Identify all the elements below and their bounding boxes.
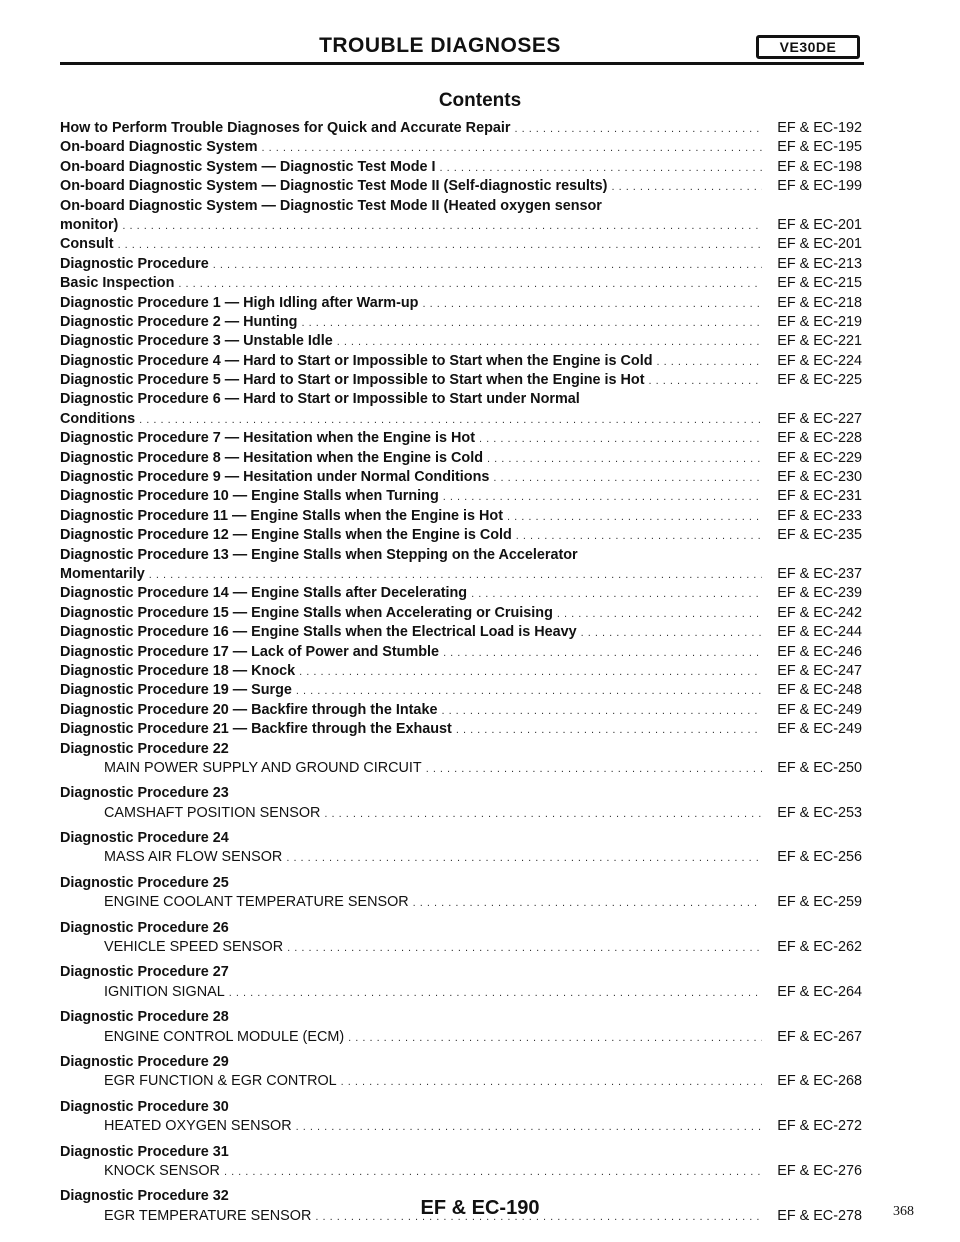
toc-heading: Diagnostic Procedure 32 [60,1188,229,1205]
dot-leader [649,372,762,391]
toc-entry[interactable] [60,371,862,390]
toc-page-reference: EF & EC-227 [777,410,862,427]
toc-page-reference: EF & EC-249 [777,721,862,738]
toc-entry-label: Basic Inspection [60,275,175,292]
toc-entry[interactable] [60,720,862,739]
toc-entry[interactable] [60,255,862,274]
dot-leader [516,527,762,546]
toc-page-reference: EF & EC-256 [777,849,862,866]
dot-leader [324,805,762,824]
dot-leader [296,1118,762,1137]
toc-entry-label: Diagnostic Procedure 11 — Engine Stalls when the Engine is Hot [60,507,504,524]
toc-page-reference: EF & EC-262 [777,939,862,956]
dot-leader [178,275,762,294]
toc-entry[interactable] [60,526,862,545]
toc-entry-label: Conditions [60,410,136,427]
dot-leader [139,411,762,430]
toc-heading: Diagnostic Procedure 27 [60,964,229,981]
dot-leader [422,295,762,314]
toc-entry-label: Diagnostic Procedure 10 — Engine Stalls when Turning [60,488,439,505]
toc-page-reference: EF & EC-195 [777,139,862,156]
toc-page-reference: EF & EC-235 [777,527,862,544]
table-of-contents [60,119,862,1226]
dot-leader [514,120,762,139]
dot-leader [337,333,762,352]
toc-entry-label: ENGINE CONTROL MODULE (ECM) [104,1028,345,1045]
toc-entry-label: Diagnostic Procedure 14 — Engine Stalls after Decelerating [60,585,468,602]
toc-entry[interactable] [60,893,862,912]
toc-heading: Diagnostic Procedure 22 [60,740,229,757]
toc-heading: On-board Diagnostic System — Diagnostic Test Mode II (Heated oxygen sensor [60,197,602,214]
engine-model-badge: VE30DE [756,35,860,59]
dot-leader [341,1073,762,1092]
toc-entry[interactable] [60,848,862,867]
toc-entry-label: Diagnostic Procedure 21 — Backfire through the Exhaust [60,721,452,738]
toc-entry-label: Diagnostic Procedure 12 — Engine Stalls when the Engine is Cold [60,527,512,544]
dot-leader [122,217,762,236]
toc-page-reference: EF & EC-192 [777,120,862,136]
dot-leader [581,624,762,643]
header-divider [60,62,864,65]
toc-page-reference: EF & EC-248 [777,682,862,699]
toc-entry[interactable] [60,507,862,526]
toc-page-reference: EF & EC-250 [777,759,862,776]
toc-entry-label: VEHICLE SPEED SENSOR [104,939,284,956]
toc-entry[interactable] [60,623,862,642]
toc-entry-label: Momentarily [60,565,145,582]
toc-heading: Diagnostic Procedure 26 [60,919,229,936]
toc-entry[interactable] [60,487,862,506]
toc-heading: Diagnostic Procedure 31 [60,1143,229,1160]
toc-entry[interactable] [60,938,862,957]
toc-entry-label: MAIN POWER SUPPLY AND GROUND CIRCUIT [104,759,422,776]
toc-entry-label: Diagnostic Procedure 3 — Unstable Idle [60,333,333,350]
toc-page-reference: EF & EC-213 [777,255,862,272]
toc-entry-label: KNOCK SENSOR [104,1162,220,1179]
toc-page-reference: EF & EC-278 [777,1207,862,1224]
toc-page-reference: EF & EC-201 [777,216,862,233]
toc-entry-label: monitor) [60,216,119,233]
toc-entry[interactable] [60,158,862,177]
toc-page-reference: EF & EC-230 [777,469,862,486]
toc-page-reference: EF & EC-272 [777,1118,862,1135]
dot-leader [443,488,762,507]
toc-page-reference: EF & EC-267 [777,1028,862,1045]
toc-heading: Diagnostic Procedure 28 [60,1009,229,1026]
toc-entry[interactable] [60,983,862,1002]
toc-page-reference: EF & EC-246 [777,643,862,660]
toc-page-reference: EF & EC-225 [777,372,862,389]
toc-entry[interactable] [60,759,862,778]
toc-page-reference: EF & EC-264 [777,983,862,1000]
dot-leader [118,236,762,255]
toc-entry-label: Diagnostic Procedure 19 — Surge [60,682,292,699]
toc-page-reference: EF & EC-249 [777,701,862,718]
toc-entry[interactable] [60,1162,862,1181]
dot-leader [456,721,762,740]
toc-entry-label: EGR TEMPERATURE SENSOR [104,1207,312,1224]
toc-entry[interactable] [60,1072,862,1091]
toc-page-reference: EF & EC-231 [777,488,862,505]
toc-entry-label: Diagnostic Procedure 7 — Hesitation when the Engine is Hot [60,430,475,447]
toc-entry[interactable] [60,138,862,157]
toc-page-reference: EF & EC-268 [777,1073,862,1090]
toc-page-reference: EF & EC-242 [777,604,862,621]
dot-leader [611,178,762,197]
toc-entry-label: Diagnostic Procedure 5 — Hard to Start or Impossible to Start when the Engine is Hot [60,372,645,389]
contents-heading: Contents [438,90,522,111]
toc-heading: Diagnostic Procedure 23 [60,785,229,802]
dot-leader [299,663,762,682]
toc-entry-label: Diagnostic Procedure 8 — Hesitation when the Engine is Cold [60,449,483,466]
dot-leader [479,430,762,449]
page-number: 368 [893,1204,914,1219]
toc-entry[interactable] [60,1117,862,1136]
toc-entry-label: ENGINE COOLANT TEMPERATURE SENSOR [104,894,409,911]
toc-entry-label: On-board Diagnostic System [60,139,258,156]
toc-entry-label: Diagnostic Procedure 9 — Hesitation under Normal Conditions [60,469,490,486]
dot-leader [487,450,762,469]
toc-heading: Diagnostic Procedure 30 [60,1098,229,1115]
toc-entry[interactable] [60,177,862,196]
dot-leader [426,760,762,779]
toc-entry[interactable] [60,352,862,371]
toc-entry-label: Diagnostic Procedure 4 — Hard to Start or Impossible to Start when the Engine is Cold [60,352,653,369]
toc-heading: Diagnostic Procedure 6 — Hard to Start or Impossible to Start under Normal [60,391,580,408]
dot-leader [471,585,762,604]
toc-page-reference: EF & EC-229 [777,449,862,466]
toc-entry[interactable] [60,681,862,700]
dot-leader [348,1029,762,1048]
toc-entry[interactable] [60,701,862,720]
toc-heading: Diagnostic Procedure 24 [60,830,229,847]
toc-entry-label: Diagnostic Procedure 1 — High Idling after Warm-up [60,294,419,311]
toc-page-reference: EF & EC-228 [777,430,862,447]
toc-entry[interactable] [60,313,862,332]
toc-entry-label: Diagnostic Procedure 17 — Lack of Power and Stumble [60,643,440,660]
toc-entry[interactable] [60,429,862,448]
toc-entry[interactable] [60,804,862,823]
dot-leader [224,1163,762,1182]
dot-leader [296,682,762,701]
toc-entry[interactable] [60,604,862,623]
toc-page-reference: EF & EC-218 [777,294,862,311]
toc-entry[interactable] [60,643,862,662]
toc-page-reference: EF & EC-224 [777,352,862,369]
dot-leader [262,139,762,158]
dot-leader [493,469,762,488]
toc-heading: Diagnostic Procedure 25 [60,874,229,891]
toc-page-reference: EF & EC-215 [777,275,862,292]
toc-entry-label: HEATED OXYGEN SENSOR [104,1118,292,1135]
toc-page-reference: EF & EC-244 [777,624,862,641]
dot-leader [443,644,762,663]
toc-page-reference: EF & EC-198 [777,158,862,175]
toc-entry[interactable] [60,216,862,235]
toc-page-reference: EF & EC-239 [777,585,862,602]
toc-entry-label: On-board Diagnostic System — Diagnostic Test Mode I [60,158,436,175]
toc-page-reference: EF & EC-199 [777,178,862,195]
page-label: EF & EC-190 [420,1197,540,1219]
toc-page-reference: EF & EC-221 [777,333,862,350]
toc-heading: Diagnostic Procedure 29 [60,1053,229,1070]
toc-entry-label: How to Perform Trouble Diagnoses for Quick and Accurate Repair [60,120,511,136]
dot-leader [657,353,762,372]
toc-entry-label: Consult [60,236,114,253]
toc-entry-label: IGNITION SIGNAL [104,983,225,1000]
toc-entry-label: Diagnostic Procedure [60,255,209,272]
toc-entry[interactable] [60,468,862,487]
toc-entry-label: Diagnostic Procedure 18 — Knock [60,662,296,679]
dot-leader [229,984,762,1003]
toc-page-reference: EF & EC-201 [777,236,862,253]
toc-entry-label: Diagnostic Procedure 15 — Engine Stalls when Accelerating or Cruising [60,604,553,621]
dot-leader [507,508,762,527]
dot-leader [287,939,762,958]
toc-entry[interactable] [60,294,862,313]
toc-page-reference: EF & EC-233 [777,507,862,524]
toc-entry[interactable] [60,235,862,254]
toc-page-reference: EF & EC-237 [777,565,862,582]
toc-entry[interactable] [60,1028,862,1047]
toc-entry-label: EGR FUNCTION & EGR CONTROL [104,1073,337,1090]
dot-leader [413,894,762,913]
dot-leader [213,256,762,275]
toc-page-reference: EF & EC-253 [777,804,862,821]
toc-entry-label: On-board Diagnostic System — Diagnostic Test Mode II (Self-diagnostic results) [60,178,608,195]
dot-leader [440,159,762,178]
toc-page-reference: EF & EC-259 [777,894,862,911]
toc-entry[interactable] [60,119,862,138]
toc-entry-label: CAMSHAFT POSITION SENSOR [104,804,321,821]
dot-leader [557,605,762,624]
toc-entry[interactable] [60,584,862,603]
toc-entry[interactable] [60,662,862,681]
toc-heading: Diagnostic Procedure 13 — Engine Stalls when Stepping on the Accelerator [60,546,578,563]
dot-leader [301,314,762,333]
page-header-title: TROUBLE DIAGNOSES [319,34,561,57]
toc-entry[interactable] [60,449,862,468]
toc-entry[interactable] [60,410,862,429]
dot-leader [286,849,762,868]
toc-entry-label: Diagnostic Procedure 20 — Backfire through the Intake [60,701,438,718]
toc-page-reference: EF & EC-247 [777,662,862,679]
toc-entry[interactable] [60,565,862,584]
toc-entry-label: Diagnostic Procedure 16 — Engine Stalls when the Electrical Load is Heavy [60,624,577,641]
toc-page-reference: EF & EC-276 [777,1162,862,1179]
dot-leader [441,702,762,721]
dot-leader [149,566,762,585]
toc-entry[interactable] [60,332,862,351]
toc-entry[interactable] [60,274,862,293]
toc-entry-label: Diagnostic Procedure 2 — Hunting [60,313,298,330]
toc-page-reference: EF & EC-219 [777,313,862,330]
toc-entry-label: MASS AIR FLOW SENSOR [104,849,283,866]
